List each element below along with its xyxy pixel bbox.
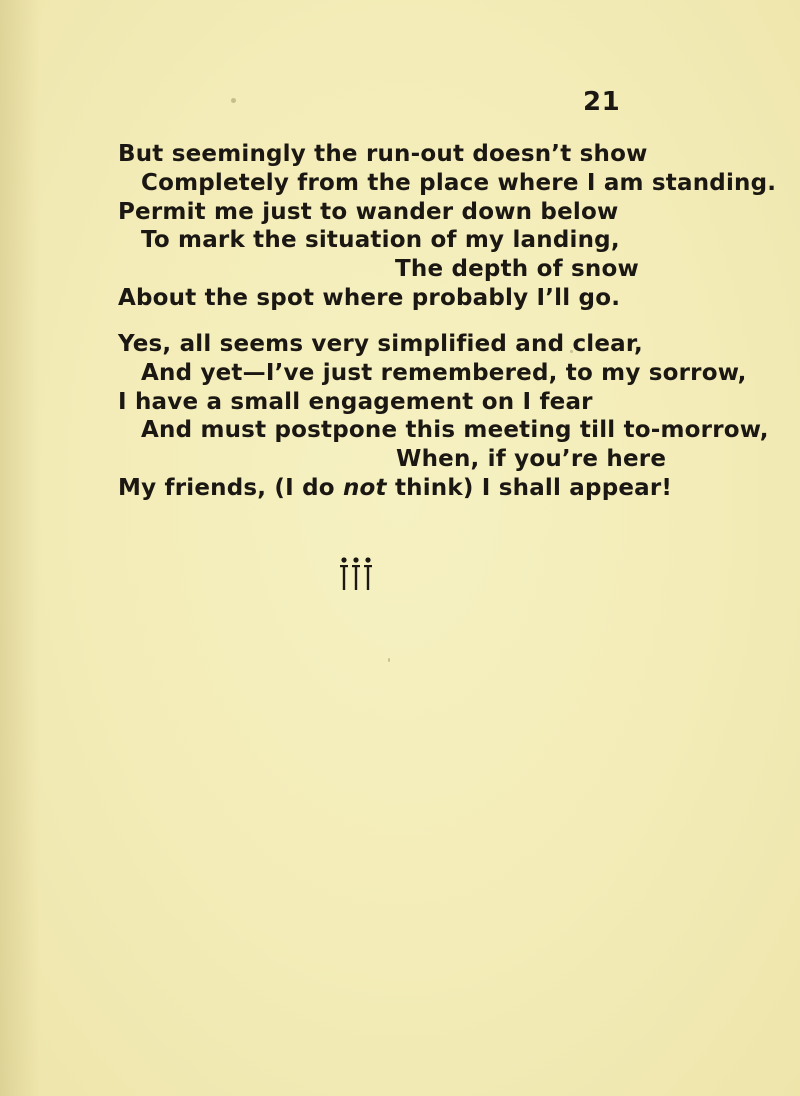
- paper-speck: [388, 658, 390, 662]
- paper-speck: [231, 98, 236, 103]
- stanza-1: [118, 140, 776, 313]
- page-number: 21: [583, 87, 621, 117]
- poem-line: Yes, all seems very simplified and clear,: [118, 331, 643, 357]
- spine-shadow: [0, 0, 40, 1096]
- stanza-2: [118, 330, 769, 503]
- poem-line: And must postpone this meeting till to-morrow,: [141, 417, 769, 444]
- poem-line: [118, 474, 769, 503]
- emphasized-word: not: [342, 474, 387, 501]
- three-figures-icon: [336, 556, 376, 592]
- poem-line: When, if you’re here: [396, 446, 667, 473]
- poem-line: I have a small engagement on I fear: [118, 388, 593, 415]
- poem-line-part: My friends, (I do: [118, 474, 343, 501]
- paper-speck: [570, 350, 573, 353]
- poem-line: Permit me just to wander down below: [118, 198, 619, 225]
- poem-line: About the spot where probably I’ll go.: [118, 284, 621, 311]
- poem-line: Completely from the place where I am standing.: [141, 169, 777, 196]
- poem-line: To mark the situation of my landing,: [141, 227, 620, 254]
- poem-line: But seemingly the run-out doesn’t show: [118, 141, 648, 167]
- poem-line: And yet—I’ve just remembered, to my sorrow,: [141, 359, 747, 386]
- poem-line: The depth of snow: [395, 256, 639, 283]
- poem-line-part: think) I shall appear!: [386, 474, 673, 501]
